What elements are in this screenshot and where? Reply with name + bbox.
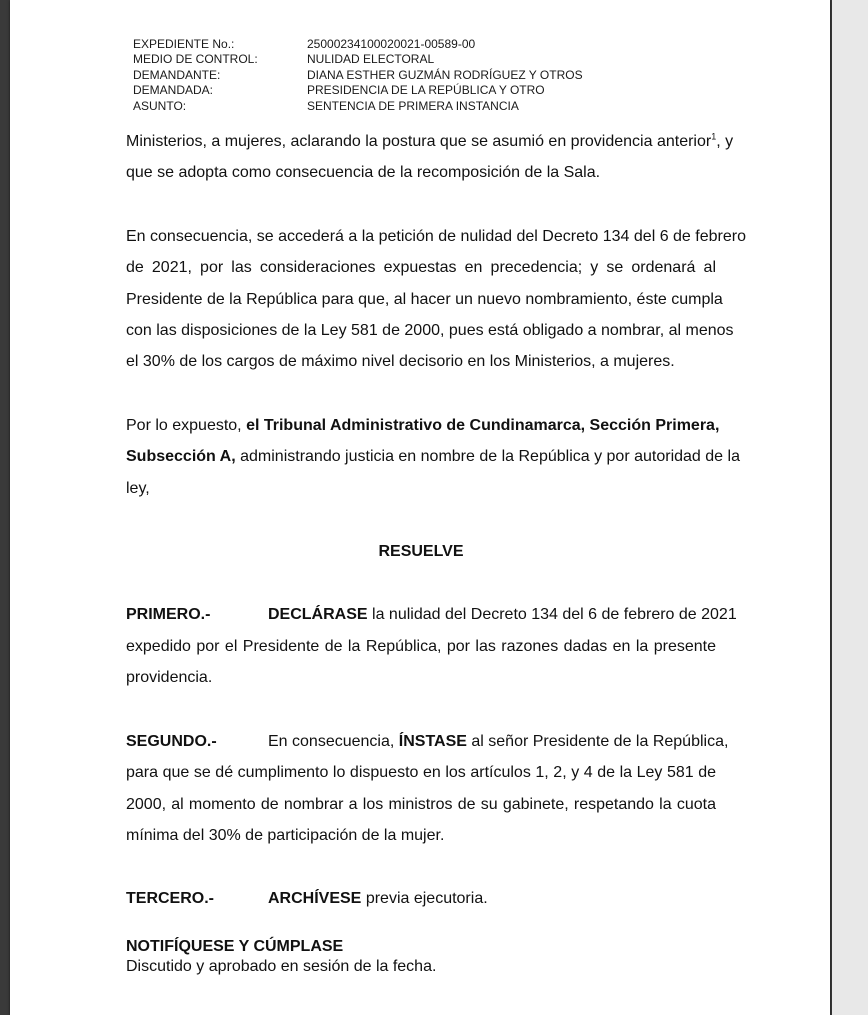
document-body (126, 126, 746, 977)
header-label: ASUNTO: (133, 98, 187, 113)
text-line: de 2021, por las consideraciones expuestas en precedencia; y se ordenará al (126, 259, 716, 277)
text-line: Presidente de la República para que, al hacer un nuevo nombramiento, éste cumpla (126, 290, 723, 308)
header-value: PRESIDENCIA DE LA REPÚBLICA Y OTRO (307, 83, 545, 98)
header-row-expediente (133, 37, 583, 52)
discutido-line: Discutido y aprobado en sesión de la fecha. (126, 957, 437, 975)
header-value: DIANA ESTHER GUZMÁN RODRÍGUEZ Y OTROS (307, 67, 583, 82)
viewer-gutter (832, 0, 868, 1015)
ordinal-label: SEGUNDO.- (126, 732, 217, 750)
header-value: SENTENCIA DE PRIMERA INSTANCIA (307, 98, 519, 113)
tribunal-name: el Tribunal Administrativo de Cundinamarca, Sección Primera, (246, 416, 720, 434)
paragraph-consecuencia (126, 221, 746, 378)
text-line: con las disposiciones de la Ley 581 de 2000, pues está obligado a nombrar, al menos (126, 322, 734, 340)
document-page (10, 0, 830, 1015)
header-value: NULIDAD ELECTORAL (307, 52, 435, 67)
text-segment: , y (716, 133, 734, 150)
text-line: providencia. (126, 669, 213, 687)
ordinal-verb: DECLÁRASE (268, 606, 368, 624)
header-label: MEDIO DE CONTROL: (133, 52, 258, 67)
paragraph-por-lo-expuesto (126, 410, 740, 504)
text-line: En consecuencia, se accederá a la petición de nulidad del Decreto 134 del 6 de febrero (126, 227, 746, 245)
ordinal-verb: ÍNSTASE (398, 732, 467, 750)
text-line: que se adopta como consecuencia de la recomposición de la Sala. (126, 164, 601, 182)
text-segment: administrando justicia en nombre de la República y por autoridad de la (240, 448, 740, 466)
text-line (126, 883, 716, 914)
notificacion-heading: NOTIFÍQUESE Y CÚMPLASE (126, 937, 344, 955)
text-segment: la nulidad del Decreto 134 del 6 de febrero de 2021 (372, 606, 737, 624)
ordinal-label: TERCERO.- (126, 890, 214, 908)
text-line: expedido por el Presidente de la República, por las razones dadas en la presente (126, 637, 716, 655)
ordinal-verb: ARCHÍVESE (268, 890, 362, 908)
text-segment: previa ejecutoria. (365, 890, 488, 908)
header-row-demandante (133, 68, 583, 83)
text-line: el 30% de los cargos de máximo nivel decisorio en los Ministerios, a mujeres. (126, 353, 675, 371)
header-value: 25000234100020021-00589-00 (307, 37, 476, 51)
ordinal-primero (126, 599, 737, 693)
ordinal-tercero (126, 883, 716, 914)
subseccion: Subsección A, (126, 448, 236, 466)
text-line (126, 410, 720, 441)
text-segment: al señor Presidente de la República, (471, 732, 729, 750)
footnote-ref[interactable]: 1 (711, 131, 717, 142)
paragraph-ministerios (126, 126, 734, 189)
text-line (126, 726, 729, 757)
ordinal-label: PRIMERO.- (126, 606, 211, 624)
header-row-medio (133, 52, 583, 67)
header-row-asunto (133, 99, 583, 114)
text-segment: Ministerios, a mujeres, aclarando la postura que se asumió en providencia anterior (126, 133, 712, 150)
text-segment: Por lo expuesto, (126, 416, 242, 434)
text-line (126, 599, 737, 630)
case-header (133, 37, 583, 114)
resuelve-heading: RESUELVE (378, 543, 464, 561)
header-row-demandada (133, 83, 583, 98)
ordinal-segundo (126, 726, 729, 852)
text-line: para que se dé cumplimento lo dispuesto en los artículos 1, 2, y 4 de la Ley 581 de (126, 764, 716, 782)
header-label: DEMANDADA: (133, 83, 214, 98)
text-segment: En consecuencia, (268, 732, 395, 750)
header-label: DEMANDANTE: (133, 67, 221, 82)
text-line: 2000, al momento de nombrar a los ministros de su gabinete, respetando la cuota (126, 795, 716, 813)
text-line: mínima del 30% de participación de la mujer. (126, 826, 445, 844)
header-label: EXPEDIENTE No.: (133, 37, 235, 51)
text-line (126, 441, 740, 472)
text-line: ley, (126, 479, 150, 497)
text-line (126, 126, 734, 157)
